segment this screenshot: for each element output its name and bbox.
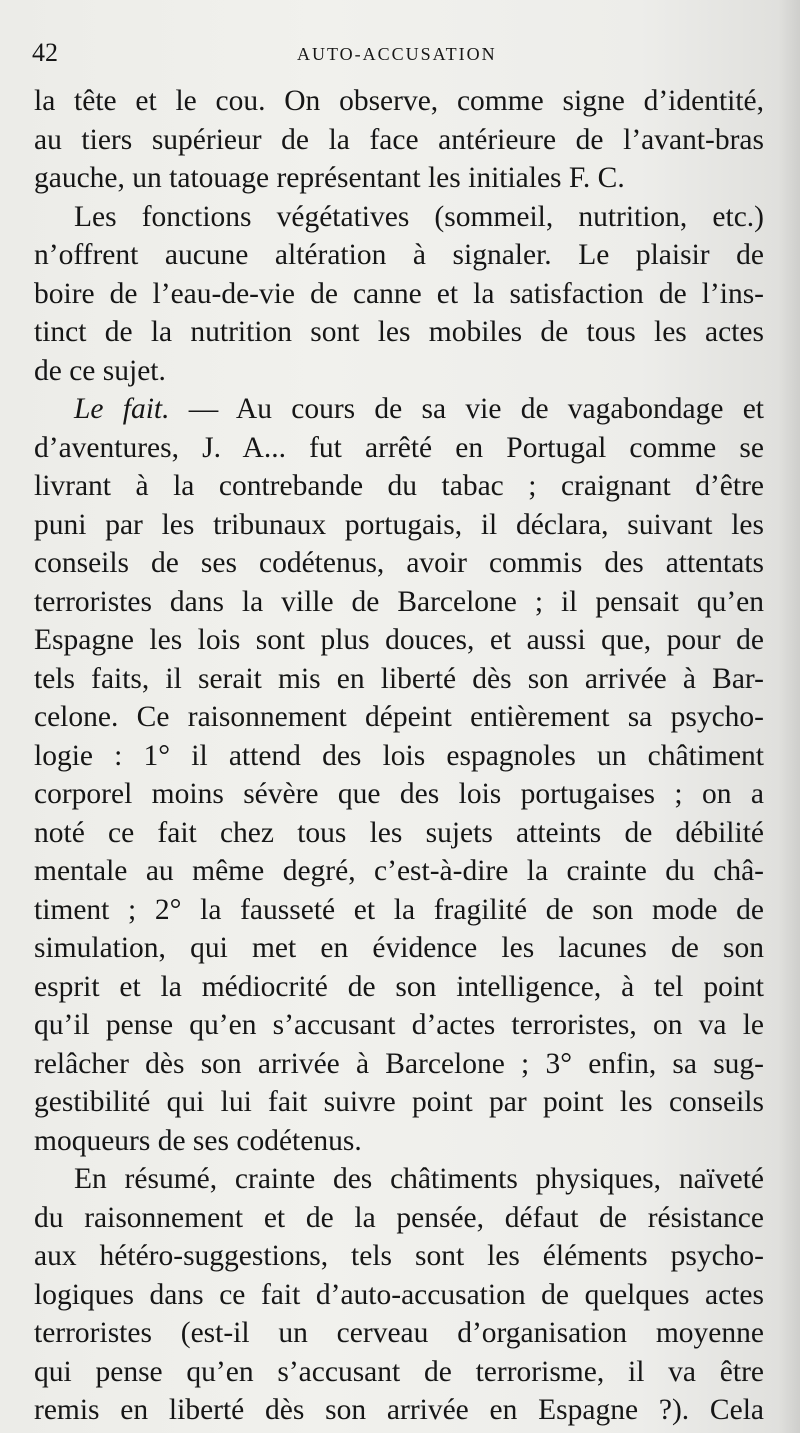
section-lead-title: Le fait. <box>74 393 170 425</box>
text-line: logie : 1° il attend des lois espagnoles un châtiment <box>34 739 764 772</box>
text-line: d’aventures, J. A... fut arrêté en Portugal comme se <box>34 431 764 464</box>
section-lead-text: — Au cours de sa vie de vagabondage et <box>169 393 764 425</box>
text-line: moqueurs de ses codétenus. <box>34 1124 362 1157</box>
text-line: Espagne les lois sont plus douces, et aussi que, pour de <box>34 624 764 656</box>
text-line: En résumé, crainte des châtiments physiques, naïveté <box>74 1163 764 1195</box>
text-line: livrant à la contrebande du tabac ; craignant d’être <box>34 470 764 502</box>
text-line: boire de l’eau-de-vie de canne et la satisfaction de l’ins- <box>34 277 764 310</box>
text-line: du raisonnement et de la pensée, défaut de résistance <box>34 1201 764 1234</box>
text-line: tels faits, il serait mis en liberté dès son arrivée à Bar- <box>34 662 764 695</box>
text-line: qu’il pense qu’en s’accusant d’actes terroristes, on va le <box>34 1009 764 1041</box>
text-line: corporel moins sévère que des lois portugaises ; on a <box>34 778 764 810</box>
text-line: de ce sujet. <box>34 354 166 387</box>
text-line: noté ce fait chez tous les sujets atteints de débilité <box>34 816 764 849</box>
text-line: terroristes (est-il un cerveau d’organisation moyenne <box>34 1317 764 1349</box>
text-line: gestibilité qui lui fait suivre point par point les conseils <box>34 1086 764 1118</box>
text-line: simulation, qui met en évidence les lacunes de son <box>34 932 764 964</box>
text-line: terroristes dans la ville de Barcelone ; il pensait qu’en <box>34 585 764 618</box>
text-line: gauche, un tatouage représentant les initiales F. C. <box>34 162 625 194</box>
text-line: aux hétéro-suggestions, tels sont les éléments psycho- <box>34 1240 764 1272</box>
body-text <box>34 82 764 1430</box>
text-line: mentale au même degré, c’est-à-dire la crainte du châ- <box>34 855 764 887</box>
running-title: AUTO-ACCUSATION <box>297 44 497 64</box>
page-number: 42 <box>32 38 58 67</box>
text-line: timent ; 2° la fausseté et la fragilité de son mode de <box>34 893 764 926</box>
text-line: celone. Ce raisonnement dépeint entièrement sa psycho- <box>34 701 764 733</box>
text-line: Les fonctions végétatives (sommeil, nutrition, etc.) <box>74 200 764 233</box>
section-lead-line <box>34 390 764 429</box>
page-edge-shadow <box>778 0 800 1433</box>
text-line: qui pense qu’en s’accusant de terrorisme, il va être <box>34 1355 764 1388</box>
text-line: conseils de ses codétenus, avoir commis des attentats <box>34 547 764 579</box>
text-line: la tête et le cou. On observe, comme signe d’identité, <box>34 85 764 117</box>
text-line: esprit et la médiocrité de son intelligence, à tel point <box>34 970 764 1003</box>
running-head <box>32 36 772 70</box>
text-line: n’offrent aucune altération à signaler. Le plaisir de <box>34 239 764 271</box>
text-line: logiques dans ce fait d’auto-accusation de quelques actes <box>34 1278 764 1311</box>
text-line: au tiers supérieur de la face antérieure de l’avant-bras <box>34 123 764 156</box>
text-line: relâcher dès son arrivée à Barcelone ; 3° enfin, sa sug- <box>34 1047 764 1080</box>
text-line: tinct de la nutrition sont les mobiles de tous les actes <box>34 316 764 348</box>
text-line: remis en liberté dès son arrivée en Espagne ?). Cela <box>34 1394 764 1426</box>
text-line: puni par les tribunaux portugais, il déclara, suivant les <box>34 508 764 541</box>
